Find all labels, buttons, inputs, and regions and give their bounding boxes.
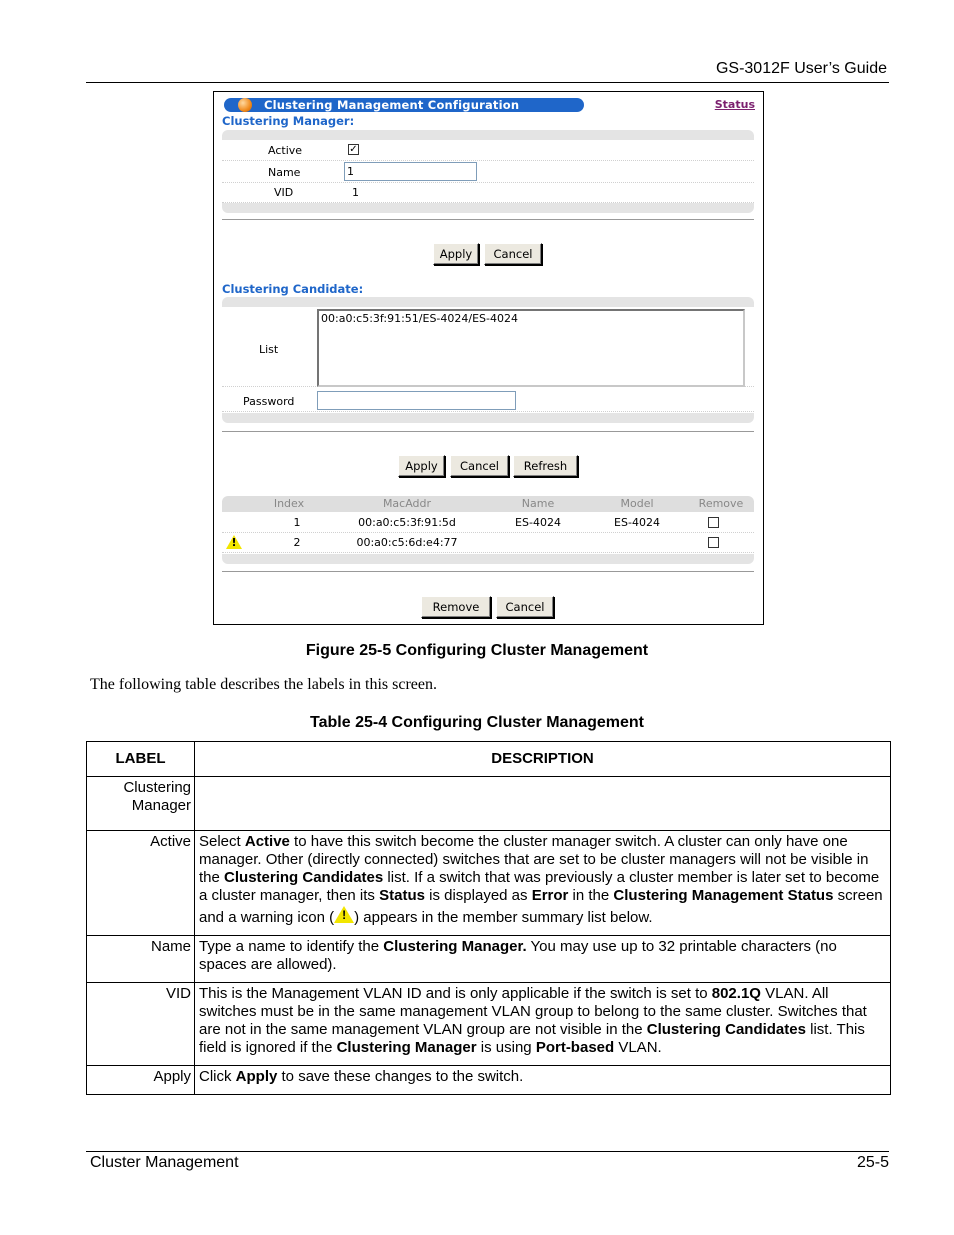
column-header-label: LABEL (87, 742, 195, 777)
warning-icon-mark: ! (231, 536, 237, 549)
intro-text: The following table describes the labels in this screen. (90, 676, 438, 693)
member-remove-checkbox[interactable] (708, 537, 719, 548)
status-link[interactable]: Status (714, 98, 755, 111)
footer-section-title: Cluster Management (90, 1154, 239, 1171)
row-description (195, 777, 891, 831)
members-remove-button[interactable]: Remove (421, 596, 491, 618)
warning-icon: ! (334, 905, 354, 925)
member-row (222, 513, 754, 533)
row-description: This is the Management VLAN ID and is only applicable if the switch is set to 802.1Q VLAN. All switches must be in the same management VLAN group to belong to the same cluster. Switches that are not in the same management VLAN group are not visible in the Clustering Candidates list. This field is ignored if the Clustering Manager is using Port-based VLAN. (195, 983, 891, 1066)
column-header-name: Name (521, 497, 555, 510)
table-row (87, 983, 891, 1066)
candidate-refresh-button[interactable]: Refresh (513, 455, 578, 477)
member-mac: 00:a0:c5:3f:91:5d (358, 516, 456, 529)
candidate-list-textarea[interactable]: 00:a0:c5:3f:91:51/ES-4024/ES-4024 (317, 309, 745, 387)
vid-label: VID (274, 186, 294, 199)
row-description: Type a name to identify the Clustering Manager. You may use up to 32 printable characters (no spaces are allowed). (195, 936, 891, 983)
manager-panel-top (222, 130, 754, 140)
name-input[interactable]: 1 (344, 162, 477, 181)
screen-title: Clustering Management Configuration (264, 98, 520, 112)
vid-row (222, 183, 754, 203)
members-table-header (222, 496, 754, 512)
candidate-cancel-button[interactable]: Cancel (450, 455, 509, 477)
row-label: Active (87, 831, 195, 936)
table-row (87, 831, 891, 936)
column-header-macaddr: MacAddr (382, 497, 432, 510)
row-label: Apply (87, 1066, 195, 1095)
footer-page-number: 25-5 (856, 1154, 889, 1171)
name-row (222, 161, 754, 183)
table-row (87, 777, 891, 831)
member-name: ES-4024 (515, 516, 561, 529)
separator (222, 571, 754, 572)
active-row (222, 140, 754, 161)
candidate-apply-button[interactable]: Apply (398, 455, 445, 477)
clustering-candidate-title: Clustering Candidate: (222, 282, 364, 296)
document-header-title: GS-3012F User’s Guide (715, 60, 887, 77)
active-label: Active (268, 144, 303, 157)
manager-cancel-button[interactable]: Cancel (484, 243, 542, 265)
member-mac: 00:a0:c5:6d:e4:77 (356, 536, 458, 549)
separator (222, 431, 754, 432)
column-header-model: Model (620, 497, 654, 510)
row-description: Select Active to have this switch become the cluster manager switch. A cluster can only have one manager. Other (directly connected) switches that are set to be cluster managers will not be visible in the Clustering Candidates list. If a switch that was previously a cluster member is later set to become a cluster manager, then its Status is displayed as Error in the Clustering Management Status screen and a warning icon ( ! ) appears in the member summary list below. (195, 831, 891, 936)
members-cancel-button[interactable]: Cancel (496, 596, 554, 618)
candidate-panel-top (222, 297, 754, 307)
member-index: 1 (293, 516, 301, 529)
member-remove-checkbox[interactable] (708, 517, 719, 528)
row-label: Clustering Manager (87, 777, 195, 831)
table-caption: Table 25-4 Configuring Cluster Management (310, 714, 644, 731)
members-panel-bottom (222, 554, 754, 564)
candidate-panel-bottom (222, 413, 754, 423)
cluster-management-screenshot (213, 91, 764, 625)
manager-panel-bottom (222, 203, 754, 213)
password-input[interactable] (317, 391, 516, 410)
header-rule (86, 82, 889, 83)
manager-apply-button[interactable]: Apply (433, 243, 479, 265)
member-index: 2 (293, 536, 301, 549)
member-model: ES-4024 (614, 516, 660, 529)
list-label: List (259, 343, 279, 356)
clustering-manager-title: Clustering Manager: (222, 114, 355, 128)
figure-caption: Figure 25-5 Configuring Cluster Management (305, 642, 649, 659)
table-header-row (87, 742, 891, 777)
row-label: VID (87, 983, 195, 1066)
description-table (86, 741, 891, 1095)
separator (222, 219, 754, 220)
password-row (222, 388, 754, 412)
table-row (87, 1066, 891, 1095)
list-row (222, 307, 754, 387)
password-label: Password (243, 395, 295, 408)
member-row (222, 533, 754, 553)
column-header-remove: Remove (698, 497, 744, 510)
row-label: Name (87, 936, 195, 983)
column-header-description: DESCRIPTION (195, 742, 891, 777)
column-header-index: Index (273, 497, 305, 510)
table-row (87, 936, 891, 983)
active-checkbox[interactable]: ✓ (349, 144, 358, 155)
screen-title-bar (224, 98, 584, 112)
vid-value: 1 (352, 186, 359, 199)
orb-icon (238, 98, 252, 112)
name-label: Name (268, 166, 301, 179)
row-description: Click Apply to save these changes to the switch. (195, 1066, 891, 1095)
footer-rule (86, 1151, 889, 1152)
